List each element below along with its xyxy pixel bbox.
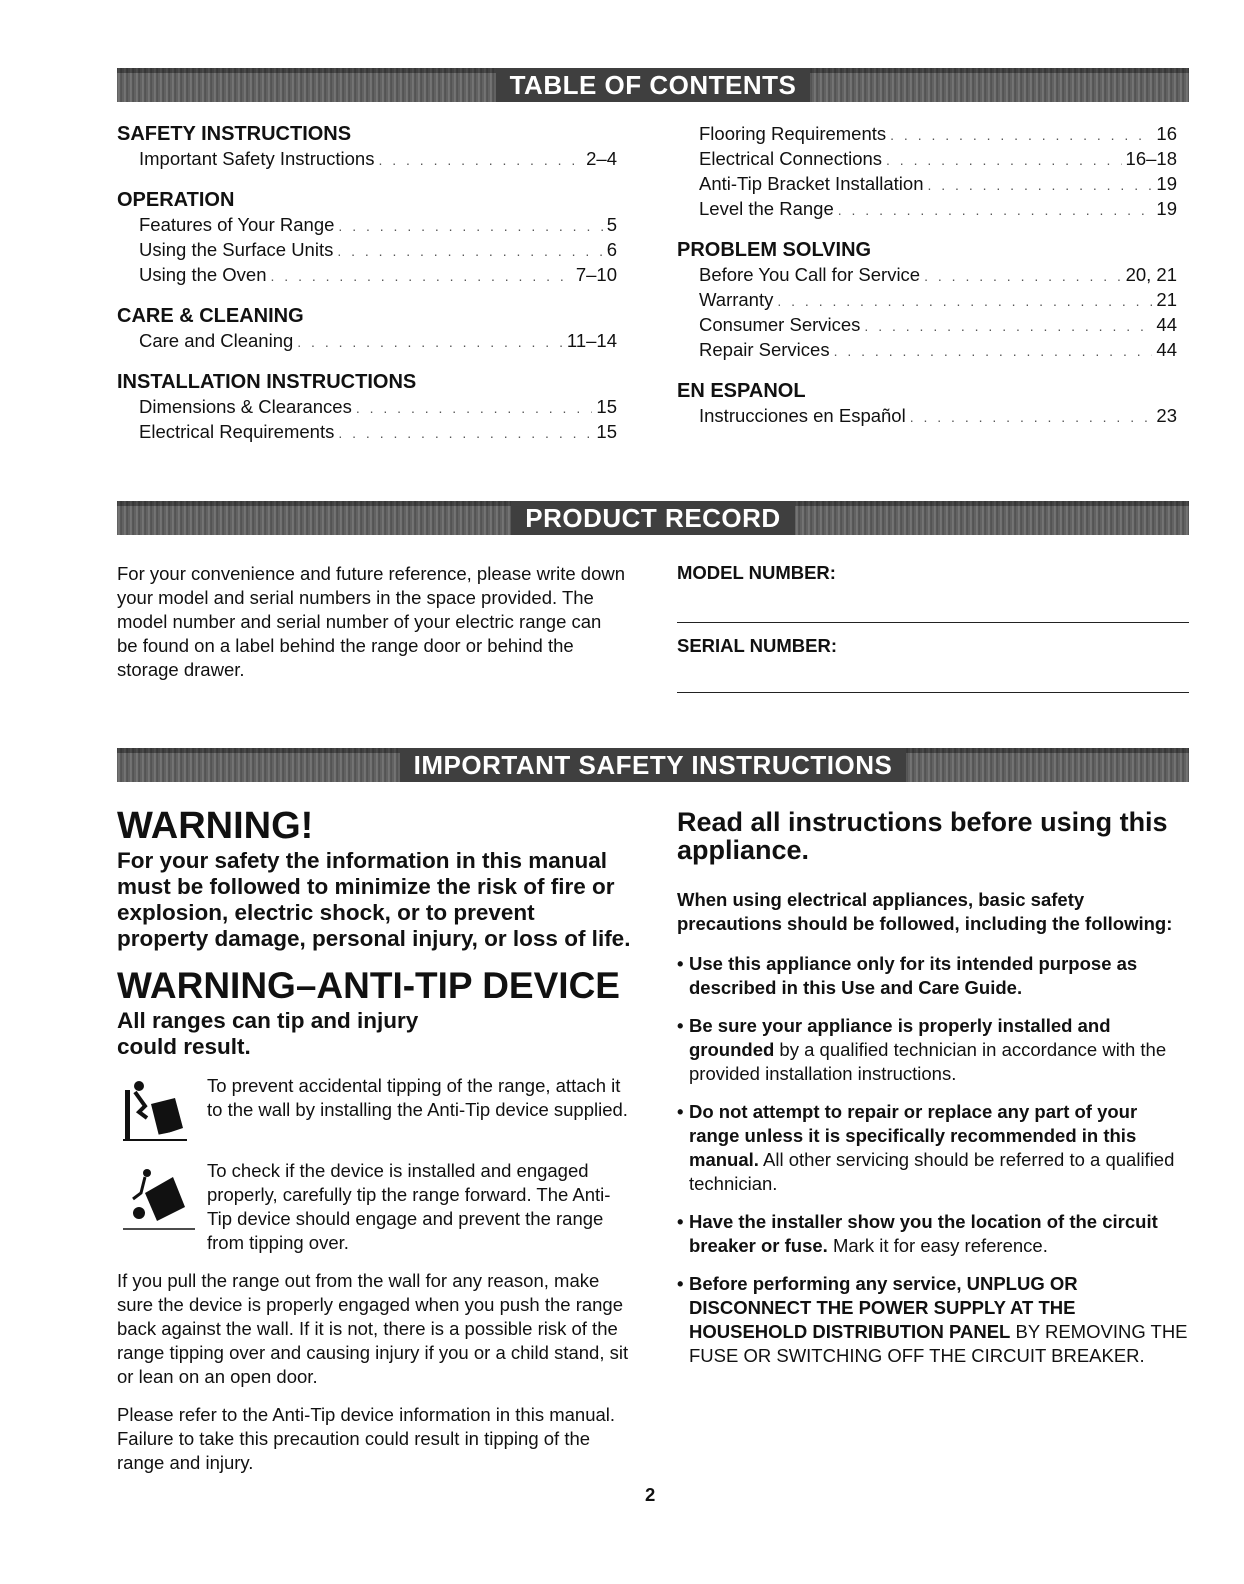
toc-header-bar (117, 68, 1189, 102)
antitip-install-text: To prevent accidental tipping of the range, attach it to the wall by installing the Anti-Tip device supplied. (207, 1075, 628, 1120)
range-tip-check-icon (117, 1159, 207, 1255)
toc-group (677, 122, 1177, 222)
safety-bullet: • Do not attempt to repair or replace any part of your range unless it is specifically recommended in this manual. All other servicing should be referred to a qualified technician. (677, 1100, 1189, 1196)
antitip-install-row (117, 1074, 632, 1149)
safety-bullet: • Use this appliance only for its intended purpose as described in this Use and Care Guide. (677, 952, 1189, 1000)
serial-number-line (677, 692, 1189, 693)
safety-bullet: • Before performing any service, UNPLUG OR DISCONNECT THE POWER SUPPLY AT THE HOUSEHOLD DISTRIBUTION PANEL BY REMOVING THE FUSE OR SWITCHING OFF THE CIRCUIT BREAKER. (677, 1272, 1189, 1368)
product-record-text: For your convenience and future reference, please write down your model and serial numbers in the space provided. The model number and serial number of your electric range can be found on a label behind the range door or behind the storage drawer. (117, 563, 626, 680)
safety-bullet: • Be sure your appliance is properly installed and grounded by a qualified technician in accordance with the provided installation instructions. (677, 1014, 1189, 1086)
toc-heading: OPERATION (117, 189, 235, 211)
toc-group (117, 370, 617, 445)
toc-group (117, 122, 617, 172)
toc-heading: SAFETY INSTRUCTIONS (117, 123, 352, 145)
toc-entry: Warranty . . . 21 (677, 288, 1177, 313)
toc-group (117, 188, 617, 288)
safety-title: IMPORTANT SAFETY INSTRUCTIONS (400, 748, 907, 782)
safety-left-column (117, 806, 632, 1475)
toc-entry: Features of Your Range . . . 5 (117, 213, 617, 238)
safety-right-column (677, 808, 1189, 1382)
toc-entry: Electrical Connections . . . 16–18 (677, 147, 1177, 172)
toc-entry: Care and Cleaning . . . 11–14 (117, 329, 617, 354)
safety-intro: When using electrical appliances, basic safety precautions should be followed, including the following: (677, 889, 1173, 934)
antitip-title: WARNING–ANTI-TIP DEVICE (117, 965, 620, 1006)
product-record-header-bar (117, 501, 1189, 535)
toc-entry: Dimensions & Clearances . . . 15 (117, 395, 617, 420)
toc-entry: Before You Call for Service . . . 20, 21 (677, 263, 1177, 288)
toc-group (677, 238, 1177, 363)
antitip-check-row (117, 1159, 632, 1255)
refer-paragraph: Please refer to the Anti-Tip device information in this manual. Failure to take this precaution could result in tipping of the range and injury. (117, 1404, 616, 1473)
toc-left-column (117, 122, 617, 461)
antitip-subtitle: All ranges can tip and injury could result. (117, 1008, 419, 1059)
toc-entry: Anti-Tip Bracket Installation . . . 19 (677, 172, 1177, 197)
toc-right-column (677, 122, 1177, 445)
safety-bullet: • Have the installer show you the location of the circuit breaker or fuse. Mark it for easy reference. (677, 1210, 1189, 1258)
model-number-line (677, 622, 1189, 623)
toc-entry: Repair Services . . . 44 (677, 338, 1177, 363)
product-record-title: PRODUCT RECORD (511, 501, 794, 535)
toc-heading: CARE & CLEANING (117, 305, 304, 327)
toc-entry: Flooring Requirements . . . 16 (677, 122, 1177, 147)
toc-entry: Instrucciones en Español . . . 23 (677, 404, 1177, 429)
serial-number-label: SERIAL NUMBER: (677, 635, 837, 656)
read-instructions-title: Read all instructions before using this appliance. (677, 807, 1168, 865)
antitip-check-text: To check if the device is installed and engaged properly, carefully tip the range forward. The Anti-Tip device should engage and prevent the range from tipping over. (207, 1160, 611, 1253)
warning-title: WARNING! (117, 805, 314, 847)
toc-entry: Consumer Services . . . 44 (677, 313, 1177, 338)
toc-entry: Important Safety Instructions . . . 2–4 (117, 147, 617, 172)
toc-title: TABLE OF CONTENTS (496, 68, 811, 102)
toc-heading: PROBLEM SOLVING (677, 239, 872, 261)
toc-entry: Using the Oven . . . 7–10 (117, 263, 617, 288)
toc-group (677, 379, 1177, 429)
page-number: 2 (645, 1484, 656, 1505)
toc-entry: Level the Range . . . 19 (677, 197, 1177, 222)
toc-group (117, 304, 617, 354)
safety-header-bar (117, 748, 1189, 782)
model-number-label: MODEL NUMBER: (677, 562, 836, 583)
warning-text: For your safety the information in this manual must be followed to minimize the risk of fire or explosion, electric shock, or to prevent property damage, personal injury, or loss of life. (117, 848, 631, 951)
toc-entry: Electrical Requirements . . . 15 (117, 420, 617, 445)
pull-range-paragraph: If you pull the range out from the wall for any reason, make sure the device is properly engaged when you push the range back against the wall. If it is not, there is a possible risk of the range tipping over and causing injury if you or a child stand, sit or lean on an open door. (117, 1270, 629, 1387)
toc-heading: INSTALLATION INSTRUCTIONS (117, 371, 417, 393)
toc-entry: Using the Surface Units . . . 6 (117, 238, 617, 263)
toc-heading: EN ESPANOL (677, 380, 806, 402)
range-install-icon (117, 1074, 207, 1149)
